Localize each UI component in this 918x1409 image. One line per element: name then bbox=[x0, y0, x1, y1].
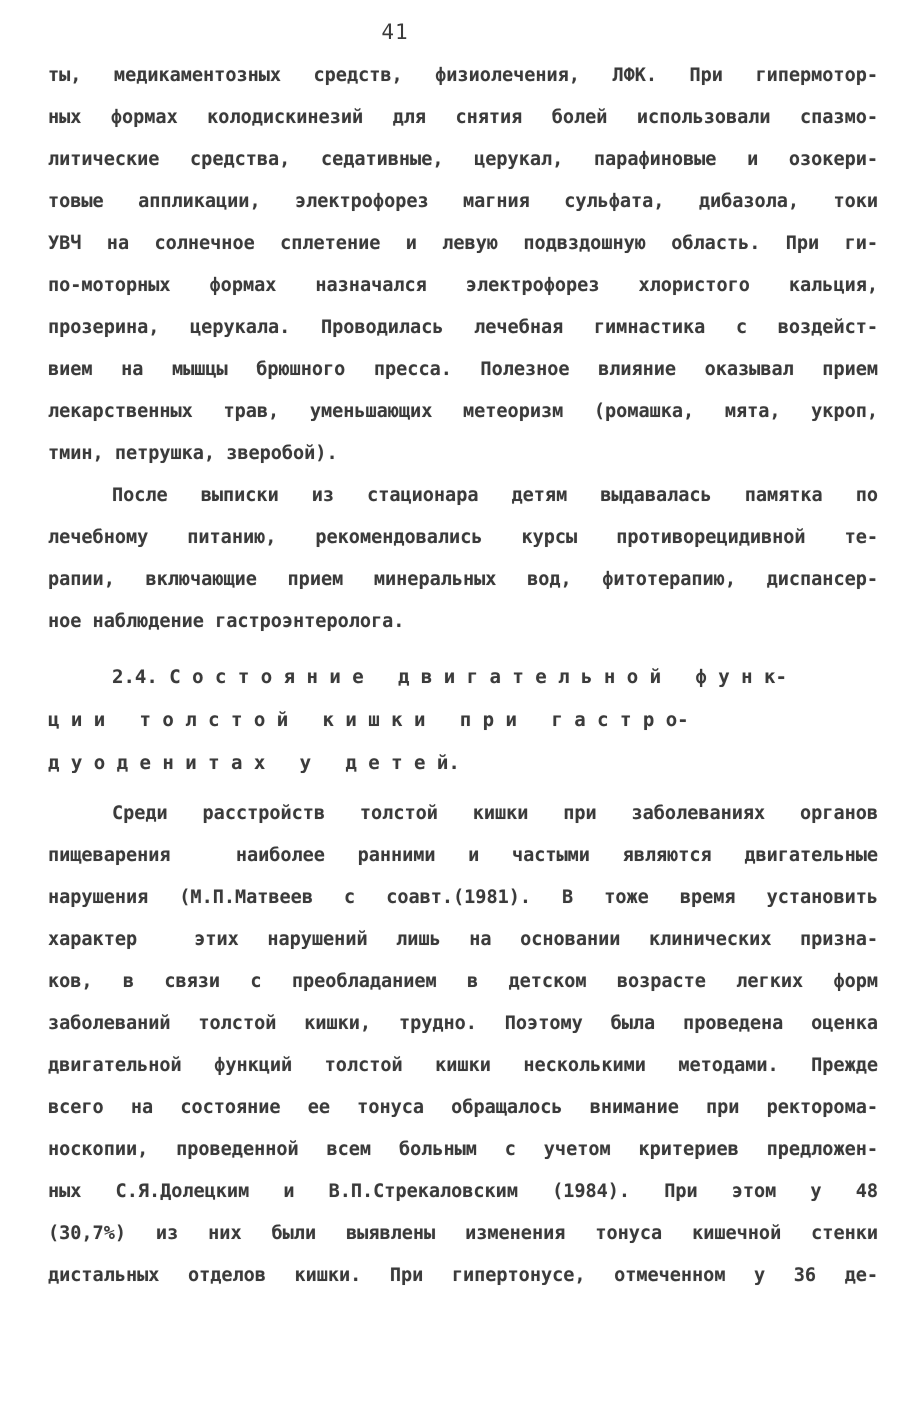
text-line: пищеварения наиболее ранними и частыми являются двигательные bbox=[48, 845, 878, 866]
text-line: лекарственных трав, уменьшающих метеоризм (ромашка, мята, укроп, bbox=[48, 401, 878, 422]
text-line: ков, в связи с преобладанием в детском возрасте легких форм bbox=[48, 971, 878, 992]
text-line: ных формах колодискинезий для снятия болей использовали спазмо- bbox=[48, 107, 878, 128]
text-line: вием на мышцы брюшного пресса. Полезное влияние оказывал прием bbox=[48, 359, 878, 380]
text-line: ных С.Я.Долецким и В.П.Стрекаловским (1984). При этом у 48 bbox=[48, 1181, 878, 1202]
text-line: рапии, включающие прием минеральных вод, фитотерапию, диспансер- bbox=[48, 569, 878, 590]
text-line: нарушения (М.П.Матвеев с соавт.(1981). В тоже время установить bbox=[48, 887, 878, 908]
text-line: тмин, петрушка, зверобой). bbox=[48, 443, 338, 464]
text-line: ное наблюдение гастроэнтеролога. bbox=[48, 611, 405, 632]
text-line: всего на состояние ее тонуса обращалось внимание при ректорома- bbox=[48, 1097, 878, 1118]
section-heading: 2.4. С о с т о я н и е д в и г а т е л ь н о й ф у н к- bbox=[112, 666, 787, 688]
text-line: лечебному питанию, рекомендовались курсы противорецидивной те- bbox=[48, 527, 878, 548]
text-line: УВЧ на солнечное сплетение и левую подвздошную область. При ги- bbox=[48, 233, 878, 254]
text-line: прозерина, церукала. Проводилась лечебная гимнастика с воздейст- bbox=[48, 317, 878, 338]
text-line: заболеваний толстой кишки, трудно. Поэтому была проведена оценка bbox=[48, 1013, 878, 1034]
text-line: (30,7%) из них были выявлены изменения тонуса кишечной стенки bbox=[48, 1223, 878, 1244]
text-line: Среди расстройств толстой кишки при заболеваниях органов bbox=[112, 803, 878, 824]
text-line: двигательной функций толстой кишки несколькими методами. Прежде bbox=[48, 1055, 878, 1076]
text-line: После выписки из стационара детям выдавалась памятка по bbox=[112, 485, 878, 506]
text-line: характер этих нарушений лишь на основании клинических призна- bbox=[48, 929, 878, 950]
text-line: литические средства, седативные, церукал, парафиновые и озокери- bbox=[48, 149, 878, 170]
text-line: товые аппликации, электрофорез магния сульфата, дибазола, токи bbox=[48, 191, 878, 212]
section-heading: ц и и т о л с т о й к и ш к и п р и г а с т р о- bbox=[48, 709, 689, 731]
text-line: по-моторных формах назначался электрофорез хлористого кальция, bbox=[48, 275, 878, 296]
text-line: ты, медикаментозных средств, физиолечения, ЛФК. При гипермотор- bbox=[48, 65, 878, 86]
section-heading: д у о д е н и т а х у д е т е й. bbox=[48, 752, 460, 774]
page-number: 41 bbox=[381, 20, 409, 44]
text-line: носкопии, проведенной всем больным с учетом критериев предложен- bbox=[48, 1139, 878, 1160]
text-line: дистальных отделов кишки. При гипертонусе, отмеченном у 36 де- bbox=[48, 1265, 878, 1286]
